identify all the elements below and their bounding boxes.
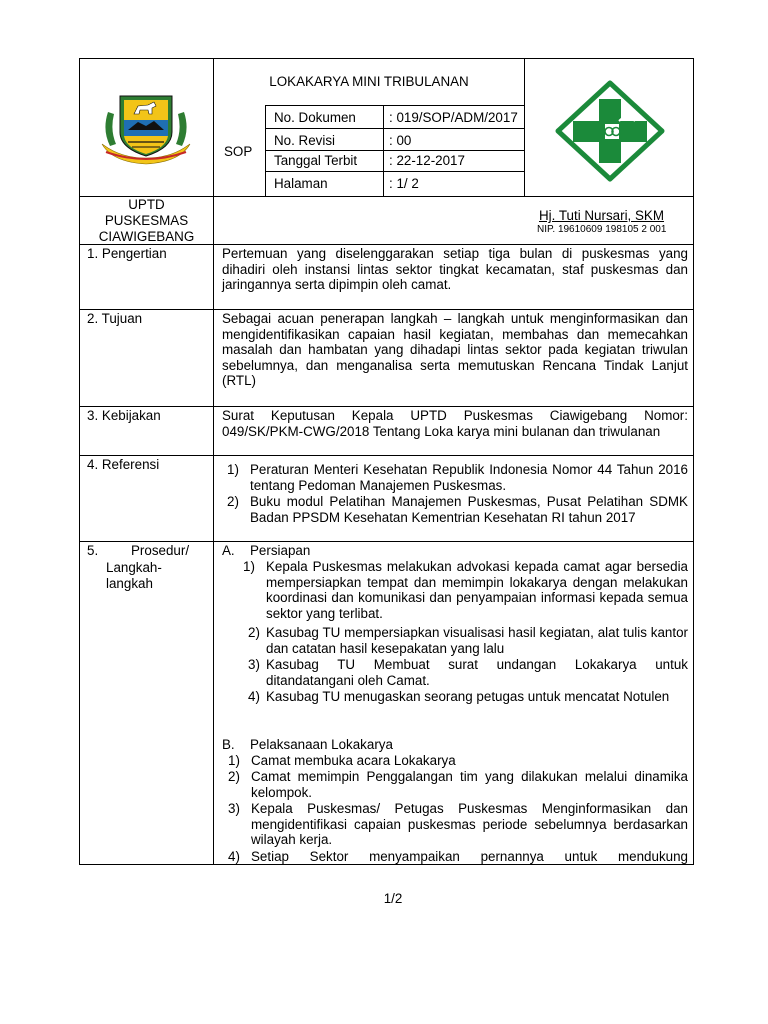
subsection-title-pelaksanaan: Pelaksanaan Lokakarya [250, 737, 393, 752]
section-text-pengertian: Pertemuan yang diselenggarakan setiap tiga bulan di puskesmas yang dihadiri oleh instansi lintas sektor tingkat kecamatan, staf puskesmas dan jaringannya serta dipimpin oleh camat. [222, 246, 688, 293]
subsection-letter-b: B. [222, 737, 235, 752]
section-label-prosedur: Prosedur/ [131, 543, 190, 558]
persiapan-number: 1) [243, 559, 255, 574]
sop-label: SOP [224, 144, 253, 159]
pelaksanaan-number: 4) [228, 849, 240, 864]
referensi-item: Peraturan Menteri Kesehatan Republik Indonesia Nomor 44 Tahun 2016 tentang Pedoman Manajemen Puskesmas. [250, 462, 688, 493]
referensi-item: Buku modul Pelatihan Manajemen Puskesmas, Pusat Pelatihan SDMK Badan PPSDM Kesehatan Kementrian Kesehatan RI tahun 2017 [250, 494, 688, 525]
section-label-prosedur-number: 5. [87, 543, 99, 558]
pelaksanaan-item: Kepala Puskesmas/ Petugas Puskesmas Menginformasikan dan mengidentifikasi capaian puskesmas periode sebelumnya berdasarkan wilayah kerja. [251, 801, 688, 848]
persiapan-item: Kasubag TU mempersiapkan visualisasi hasil kegiatan, alat tulis kantor dan catatan hasil kesepakatan yang lalu [266, 625, 688, 656]
pelaksanaan-number: 1) [228, 753, 240, 768]
section-text-kebijakan: Surat Keputusan Kepala UPTD Puskesmas Ciawigebang Nomor: 049/SK/PKM-CWG/2018 Tentang Loka karya mini bulanan dan triwulanan [222, 408, 688, 439]
persiapan-item: Kepala Puskesmas melakukan advokasi kepada camat agar bersedia mempersiapkan tempat dan memimpin lokakarya dengan melakukan koordinasi dan komunikasi dan penyampaian informasi kepada semua sektor yang terlibat. [266, 559, 688, 621]
persiapan-number: 3) [248, 657, 260, 672]
section-label-prosedur-line3: langkah [106, 576, 153, 591]
subsection-letter-a: A. [222, 543, 235, 558]
meta-label-tanggal: Tanggal Terbit [274, 153, 358, 168]
meta-value-tanggal: : 22-12-2017 [389, 153, 465, 168]
pelaksanaan-item: Camat memimpin Penggalangan tim yang dilakukan melalui dinamika kelompok. [251, 769, 688, 800]
section-text-tujuan: Sebagai acuan penerapan langkah – langkah untuk menginformasikan dan mengidentifikasikan capaian hasil kegiatan, membahas dan memecahkan masalah dan hambatan yang dihadapi lintas sektor pada kegiatan triwulan sebelumnya, dan menganalisa serta memutuskan Rencana Tindak Lanjut (RTL) [222, 311, 688, 389]
section-label-prosedur-line2: Langkah- [106, 560, 162, 575]
page-number: 1/2 [383, 891, 403, 906]
section-label-referensi: 4. Referensi [87, 457, 160, 472]
pelaksanaan-item: Camat membuka acara Lokakarya [251, 753, 456, 768]
persiapan-number: 4) [248, 689, 260, 704]
regency-emblem-logo [98, 90, 194, 168]
org-name-line-1: UPTD [128, 197, 165, 212]
subsection-title-persiapan: Persiapan [250, 543, 311, 558]
referensi-number: 2) [227, 494, 239, 509]
meta-label-revisi: No. Revisi [274, 133, 336, 148]
meta-value-halaman: : 1/ 2 [389, 176, 419, 191]
pelaksanaan-number: 3) [228, 801, 240, 816]
meta-label-dokumen: No. Dokumen [274, 110, 356, 125]
referensi-number: 1) [227, 462, 239, 477]
pelaksanaan-number: 2) [228, 769, 240, 784]
section-label-pengertian: 1. Pengertian [87, 246, 167, 261]
persiapan-number: 2) [248, 625, 260, 640]
meta-label-halaman: Halaman [274, 176, 328, 191]
sop-title: LOKAKARYA MINI TRIBULANAN [269, 74, 469, 89]
org-name-line-3: CIAWIGEBANG [98, 229, 195, 244]
section-label-tujuan: 2. Tujuan [87, 311, 143, 326]
persiapan-item: Kasubag TU menugaskan seorang petugas untuk mencatat Notulen [266, 689, 670, 704]
section-label-kebijakan: 3. Kebijakan [87, 408, 161, 423]
signer-name: Hj. Tuti Nursari, SKM [539, 208, 665, 223]
signer-nip: NIP. 19610609 198105 2 001 [537, 224, 667, 235]
pelaksanaan-item: Setiap Sektor menyampaikan pernannya untuk mendukung [251, 849, 688, 864]
meta-value-dokumen: : 019/SOP/ADM/2017 [389, 110, 518, 125]
persiapan-item: Kasubag TU Membuat surat undangan Lokakarya untuk ditandatangani oleh Camat. [266, 657, 688, 688]
meta-value-revisi: : 00 [389, 133, 412, 148]
org-name-line-2: PUSKESMAS [104, 213, 189, 228]
puskesmas-cross-logo [555, 80, 665, 182]
